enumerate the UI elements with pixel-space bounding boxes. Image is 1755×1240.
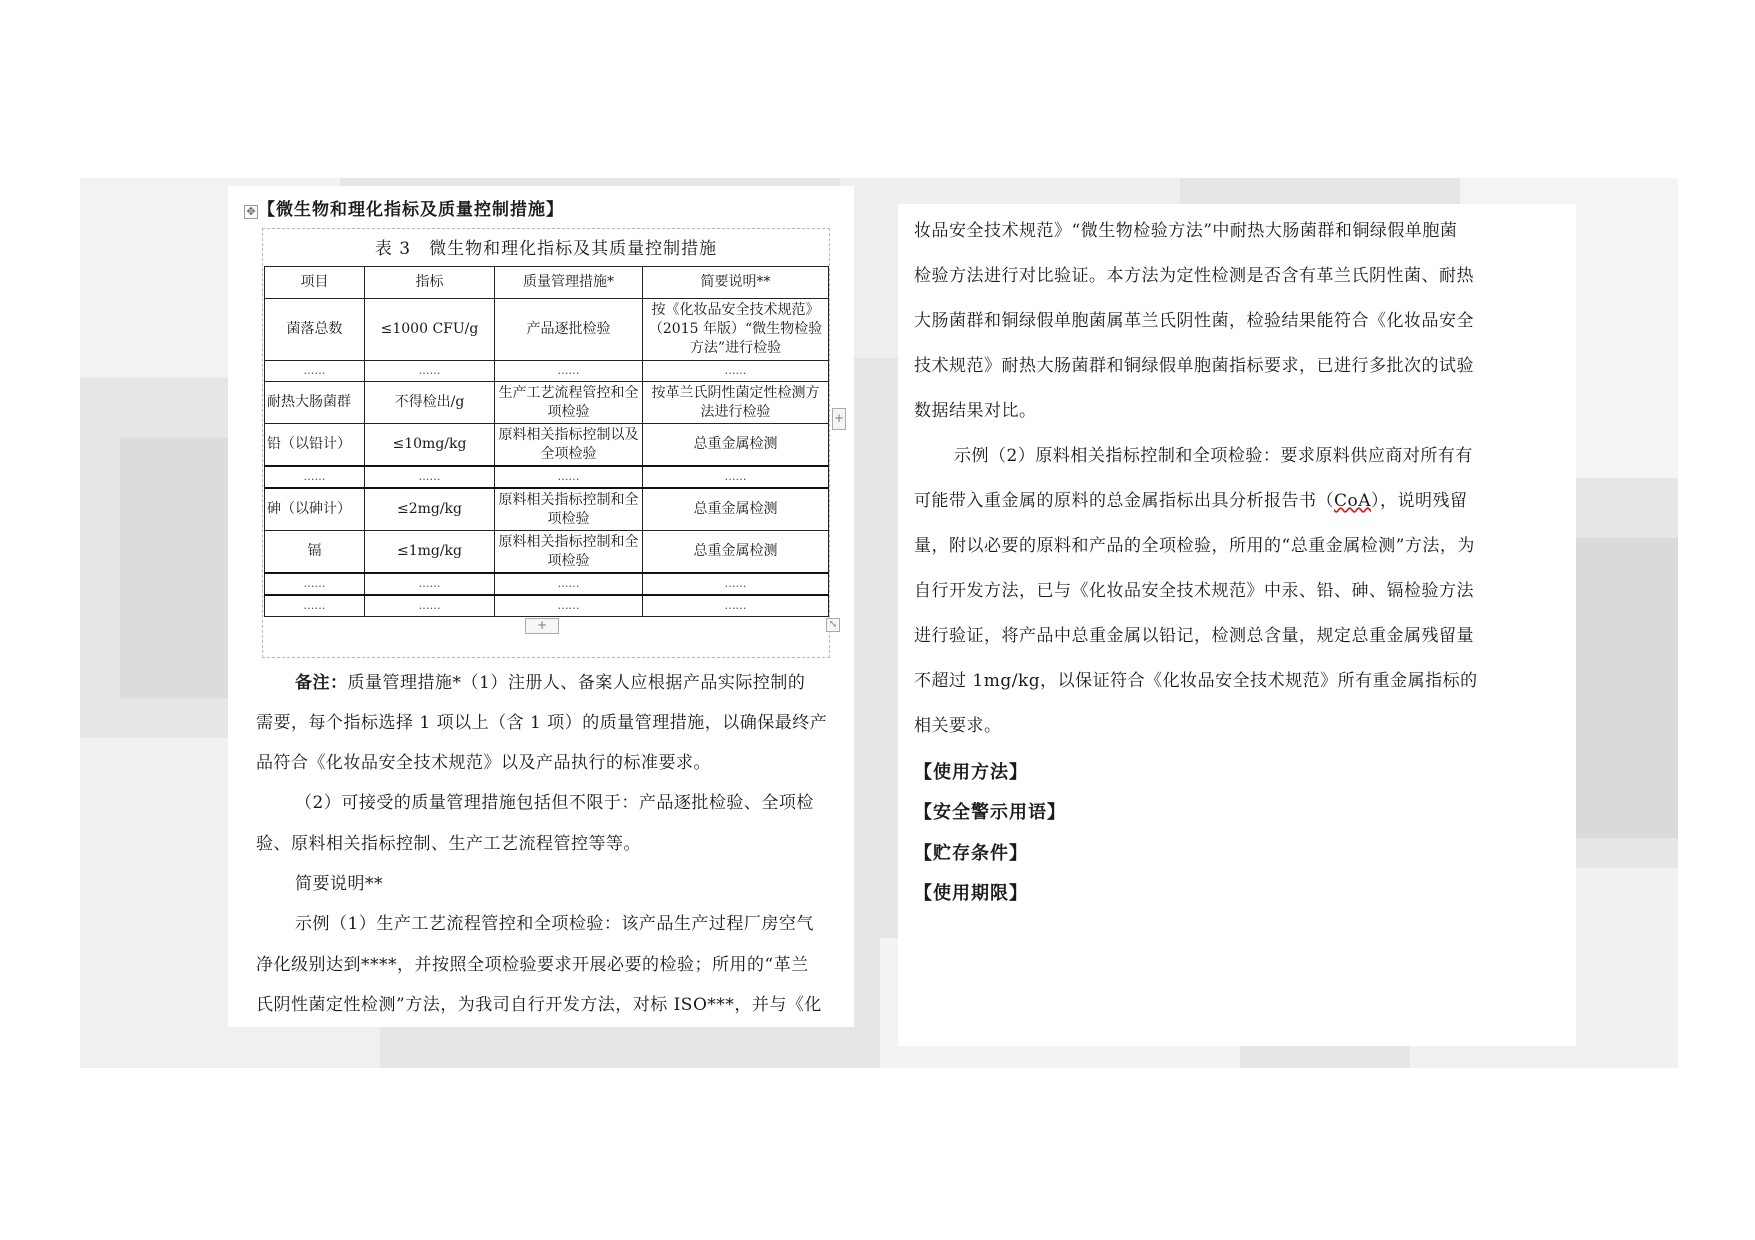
table-cell[interactable]: …… xyxy=(495,466,643,488)
table-cell[interactable]: 原料相关指标控制以及全项检验 xyxy=(495,424,643,467)
table-row xyxy=(265,595,829,617)
body-line: 进行验证，将产品中总重金属以铅记，检测总含量，规定总重金属残留量 xyxy=(914,626,1474,646)
body-line: 量，附以必要的原料和产品的全项检验，所用的“总重金属检测”方法，为 xyxy=(914,536,1475,556)
coa-term: CoA xyxy=(1334,491,1372,511)
table-cell[interactable]: …… xyxy=(265,361,365,382)
body-line: 简要说明** xyxy=(295,874,383,894)
table-row xyxy=(265,488,829,531)
table-cell[interactable]: 总重金属检测 xyxy=(643,424,829,467)
table-cell[interactable]: …… xyxy=(643,466,829,488)
table-cell[interactable]: 不得检出/g xyxy=(365,382,495,424)
table-cell[interactable]: …… xyxy=(265,466,365,488)
section-heading: 【微生物和理化指标及质量控制措施】 xyxy=(258,200,564,220)
table-cell[interactable]: 镉 xyxy=(265,531,365,574)
body-line: 验、原料相关指标控制、生产工艺流程管控等等。 xyxy=(256,834,641,854)
table-cell[interactable]: …… xyxy=(643,595,829,617)
table-cell[interactable]: 按革兰氏阴性菌定性检测方法进行检验 xyxy=(643,382,829,424)
body-line: 妆品安全技术规范》“微生物检验方法”中耐热大肠菌群和铜绿假单胞菌 xyxy=(914,221,1458,241)
table-move-handle-icon[interactable]: ✥ xyxy=(244,205,258,219)
body-line: 示例（1）生产工艺流程管控和全项检验：该产品生产过程厂房空气 xyxy=(295,914,814,934)
table-header-row xyxy=(265,267,829,299)
body-line: 不超过 1mg/kg，以保证符合《化妆品安全技术规范》所有重金属指标的 xyxy=(914,671,1478,691)
heading-shelf-life: 【使用期限】 xyxy=(914,883,1028,904)
table-row xyxy=(265,382,829,424)
body-line: 自行开发方法，已与《化妆品安全技术规范》中汞、铅、砷、镉检验方法 xyxy=(914,581,1474,601)
table-cell[interactable]: ≤2mg/kg xyxy=(365,488,495,531)
body-line: 需要，每个指标选择 1 项以上（含 1 项）的质量管理措施，以确保最终产 xyxy=(256,713,828,733)
body-line: 数据结果对比。 xyxy=(914,401,1037,421)
table-header-cell: 简要说明** xyxy=(643,267,829,299)
table-resize-handle-icon[interactable]: ⤡ xyxy=(826,618,840,632)
table-row xyxy=(265,573,829,595)
body-line: 大肠菌群和铜绿假单胞菌属革兰氏阴性菌，检验结果能符合《化妆品安全 xyxy=(914,311,1474,331)
table-cell[interactable]: 铅（以铅计） xyxy=(265,424,365,467)
table-cell[interactable]: ≤1000 CFU/g xyxy=(365,299,495,361)
body-line: 检验方法进行对比验证。本方法为定性检测是否含有革兰氏阴性菌、耐热 xyxy=(914,266,1474,286)
table-cell[interactable]: …… xyxy=(495,595,643,617)
body-line: 技术规范》耐热大肠菌群和铜绿假单胞菌指标要求，已进行多批次的试验 xyxy=(914,356,1474,376)
heading-storage: 【贮存条件】 xyxy=(914,843,1028,864)
heading-usage: 【使用方法】 xyxy=(914,762,1028,783)
note-line: 备注：质量管理措施*（1）注册人、备案人应根据产品实际控制的 xyxy=(295,673,806,693)
table-cell[interactable]: 总重金属检测 xyxy=(643,488,829,531)
table-cell[interactable]: 原料相关指标控制和全项检验 xyxy=(495,488,643,531)
table-caption: 表 3 微生物和理化指标及其质量控制措施 xyxy=(374,239,718,259)
table-cell[interactable]: …… xyxy=(643,573,829,595)
table-header-cell: 指标 xyxy=(365,267,495,299)
body-line: 示例（2）原料相关指标控制和全项检验：要求原料供应商对所有有 xyxy=(954,446,1473,466)
table-cell[interactable]: ≤10mg/kg xyxy=(365,424,495,467)
table-cell[interactable]: 产品逐批检验 xyxy=(495,299,643,361)
body-line: 净化级别达到****，并按照全项检验要求开展必要的检验；所用的“革兰 xyxy=(256,955,809,975)
table-cell[interactable]: …… xyxy=(495,573,643,595)
table-cell[interactable]: 生产工艺流程管控和全项检验 xyxy=(495,382,643,424)
body-line: （2）可接受的质量管理措施包括但不限于：产品逐批检验、全项检 xyxy=(295,793,814,813)
table-row xyxy=(265,424,829,467)
heading-safety-warning: 【安全警示用语】 xyxy=(914,802,1066,823)
table-cell[interactable]: …… xyxy=(265,573,365,595)
table-cell[interactable]: …… xyxy=(365,361,495,382)
body-line: 氏阴性菌定性检测”方法，为我司自行开发方法，对标 ISO***，并与《化 xyxy=(256,995,822,1015)
table-row xyxy=(265,361,829,382)
body-line: 相关要求。 xyxy=(914,716,1002,736)
add-column-plus-icon[interactable]: + xyxy=(832,408,846,430)
quality-control-table xyxy=(264,266,829,617)
table-row xyxy=(265,299,829,361)
table-cell[interactable]: 按《化妆品安全技术规范》（2015 年版）“微生物检验方法”进行检验 xyxy=(643,299,829,361)
add-row-plus-icon[interactable]: + xyxy=(525,618,559,634)
table-row xyxy=(265,466,829,488)
table-cell[interactable]: …… xyxy=(365,573,495,595)
table-cell[interactable]: 砷（以砷计） xyxy=(265,488,365,531)
body-line-coa: 可能带入重金属的原料的总金属指标出具分析报告书（CoA），说明残留 xyxy=(914,491,1468,511)
table-cell[interactable]: ≤1mg/kg xyxy=(365,531,495,574)
table-row xyxy=(265,531,829,574)
table-cell[interactable]: …… xyxy=(265,595,365,617)
table-cell[interactable]: 总重金属检测 xyxy=(643,531,829,574)
table-cell[interactable]: 菌落总数 xyxy=(265,299,365,361)
table-cell[interactable]: 耐热大肠菌群 xyxy=(265,382,365,424)
table-cell[interactable]: …… xyxy=(643,361,829,382)
note-label: 备注： xyxy=(295,673,348,693)
table-cell[interactable]: …… xyxy=(365,595,495,617)
table-header-cell: 质量管理措施* xyxy=(495,267,643,299)
table-cell[interactable]: …… xyxy=(495,361,643,382)
table-header-cell: 项目 xyxy=(265,267,365,299)
table-cell[interactable]: …… xyxy=(365,466,495,488)
body-line: 品符合《化妆品安全技术规范》以及产品执行的标准要求。 xyxy=(256,753,711,773)
table-cell[interactable]: 原料相关指标控制和全项检验 xyxy=(495,531,643,574)
